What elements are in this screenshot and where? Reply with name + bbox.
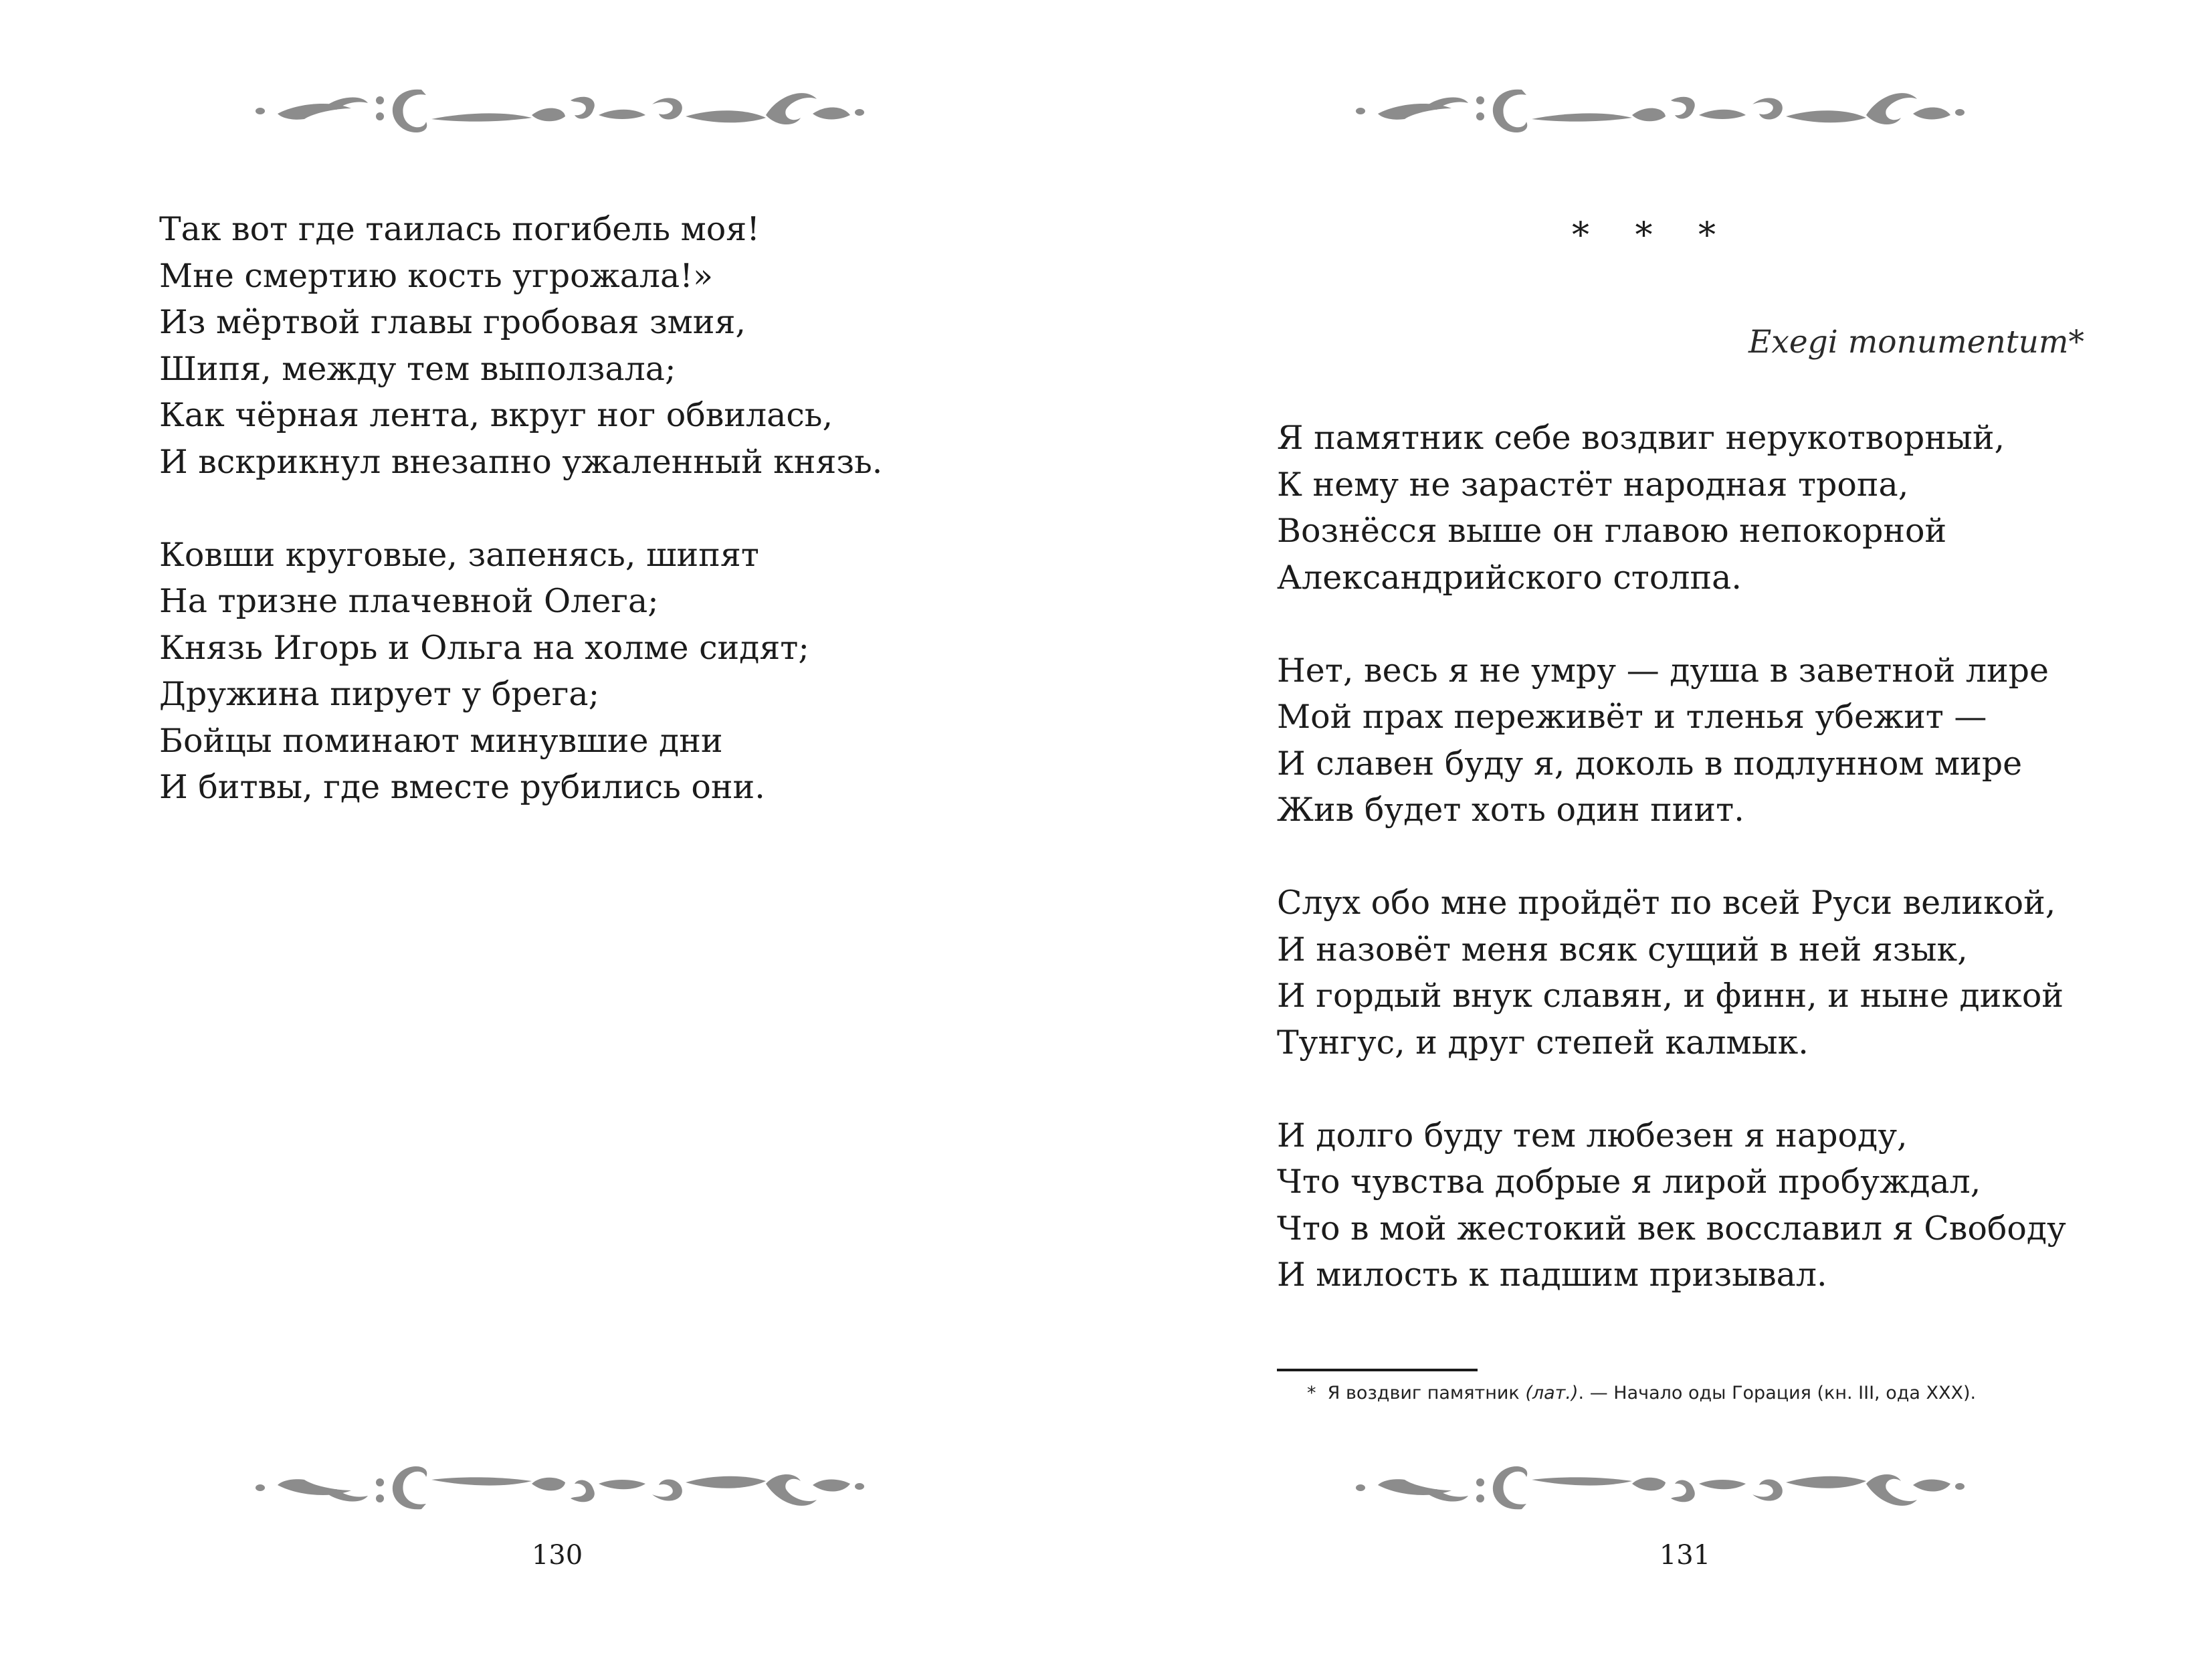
verse-line: Нет, весь я не умру — душа в заветной лире — [1277, 651, 2049, 690]
verse-line: Жив будет хоть один пиит. — [1277, 791, 1744, 829]
verse-line: Бойцы поминают минувшие дни — [159, 721, 723, 760]
verse-line: Александрийского столпа. — [1277, 558, 1742, 597]
page-number: 131 — [1659, 1540, 1711, 1571]
verse-line: Мне смертию кость угрожала!» — [159, 256, 713, 295]
verse-line: Тунгус, и друг степей калмык. — [1277, 1023, 1809, 1062]
verse-line: И долго буду тем любезен я народу, — [1277, 1116, 1908, 1155]
footnote-marker: * — [1307, 1383, 1316, 1403]
stanza — [1277, 415, 2066, 601]
verse-line: К нему не зарастёт народная тропа, — [1277, 465, 1909, 504]
verse-line: И милость к падшим призывал. — [1277, 1256, 1827, 1294]
verse-line: И битвы, где вместе рубились они. — [159, 768, 765, 806]
verse-line: Я памятник себе воздвиг нерукотворный, — [1277, 419, 2005, 457]
left-poem — [159, 206, 882, 811]
stanza — [1277, 1112, 2066, 1298]
right-page — [1106, 0, 2212, 1659]
footnote — [1307, 1383, 1976, 1403]
flourish-ornament-icon — [251, 1458, 866, 1519]
stanza — [159, 532, 882, 811]
verse-line: Князь Игорь и Ольга на холме сидят; — [159, 628, 809, 667]
stanza — [1277, 880, 2066, 1066]
verse-line: Что чувства добрые я лирой пробуждал, — [1277, 1163, 1981, 1201]
verse-line: Так вот где таилась погибель моя! — [159, 210, 760, 248]
verse-line: Ковши круговые, запенясь, шипят — [159, 535, 759, 574]
verse-line: И славен буду я, доколь в подлунном мире — [1277, 744, 2023, 783]
flourish-ornament-icon — [1351, 80, 1967, 140]
verse-line: И вскрикнул внезапно ужаленный князь. — [159, 442, 883, 481]
verse-line: И гордый внук славян, и финн, и ныне дикой — [1277, 977, 2064, 1015]
verse-line: Что в мой жестокий век восславил я Свободу — [1277, 1209, 2066, 1248]
footnote-italic: (лат.) — [1525, 1383, 1579, 1403]
flourish-ornament-icon — [1351, 1458, 1967, 1519]
footnote-text-before: Я воздвиг памятник — [1327, 1383, 1520, 1403]
verse-line: Как чёрная лента, вкруг ног обвилась, — [159, 396, 833, 434]
page-number: 130 — [531, 1540, 583, 1571]
verse-line: Мой прах переживёт и тленья убежит — — [1277, 698, 1987, 736]
epigraph: Exegi monumentum* — [1748, 324, 2084, 361]
footnote-text-after: . — Начало оды Горация (кн. III, ода XXX). — [1578, 1383, 1977, 1403]
verse-line: Слух обо мне пройдёт по всей Руси великой, — [1277, 884, 2056, 922]
footnote-divider — [1277, 1369, 1478, 1371]
stanza — [1277, 648, 2066, 834]
right-poem — [1277, 415, 2066, 1298]
verse-line: Вознёсся выше он главою непокорной — [1277, 512, 1947, 550]
verse-line: Дружина пирует у брега; — [159, 675, 600, 713]
bottom-ornament-right — [1351, 1458, 1967, 1519]
verse-line: И назовёт меня всяк сущий в ней язык, — [1277, 930, 1968, 969]
verse-line: Из мёртвой главы гробовая змия, — [159, 303, 746, 341]
flourish-ornament-icon — [251, 80, 866, 140]
verse-line: На тризне плачевной Олега; — [159, 582, 659, 620]
top-ornament-right — [1351, 80, 1967, 140]
top-ornament-left — [251, 80, 866, 140]
bottom-ornament-left — [251, 1458, 866, 1519]
stanza — [159, 206, 882, 485]
verse-line: Шипя, между тем выползала; — [159, 349, 676, 388]
section-stars: * * * — [1571, 215, 1734, 256]
